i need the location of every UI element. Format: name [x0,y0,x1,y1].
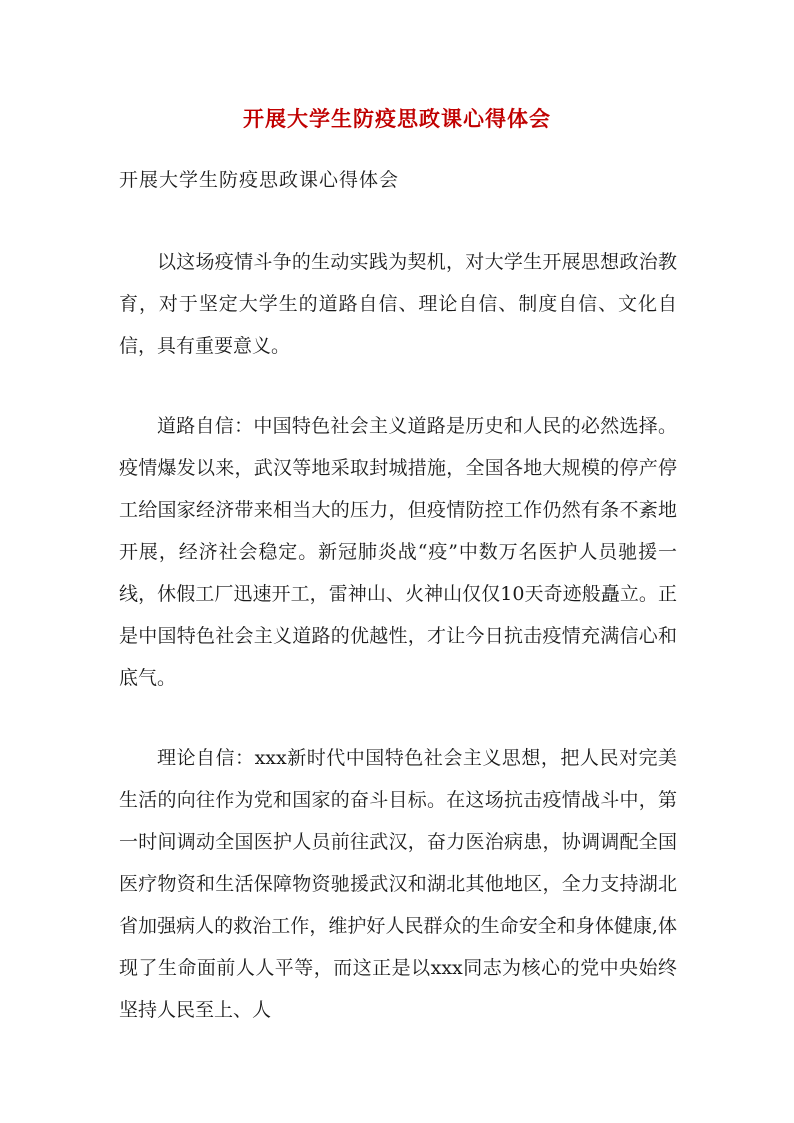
paragraph-intro: 以这场疫情斗争的生动实践为契机，对大学生开展思想政治教育，对于坚定大学生的道路自信、理论自信、制度自信、文化自信，具有重要意义。 [119,251,677,357]
document-subtitle: 开展大学生防疫思政课心得体会 [119,169,400,191]
paragraph-road-confidence: 道路自信：中国特色社会主义道路是历史和人民的必然选择。疫情爆发以来，武汉等地采取封城措施，全国各地大规模的停产停工给国家经济带来相当大的压力，但疫情防控工作仍然有条不紊地开展，经济社会稳定。新冠肺炎战“疫”中数万名医护人员驰援一线，休假工厂迅速开工，雷神山、火神山仅仅10天奇迹般矗立。正是中国特色社会主义道路的优越性，才让今日抗击疫情充满信心和底气。 [119,415,677,689]
document-title: 开展大学生防疫思政课心得体会 [243,106,551,131]
paragraph-theory-confidence: 理论自信：xxx新时代中国特色社会主义思想，把人民对完美生活的向往作为党和国家的奋斗目标。在这场抗击疫情战斗中，第一时间调动全国医护人员前往武汉，奋力医治病患，协调调配全国医疗物资和生活保障物资驰援武汉和湖北其他地区，全力支持湖北省加强病人的救治工作，维护好人民群众的生命安全和身体健康,体现了生命面前人人平等，而这正是以xxx同志为核心的党中央始终坚持人民至上、人 [119,747,677,1021]
